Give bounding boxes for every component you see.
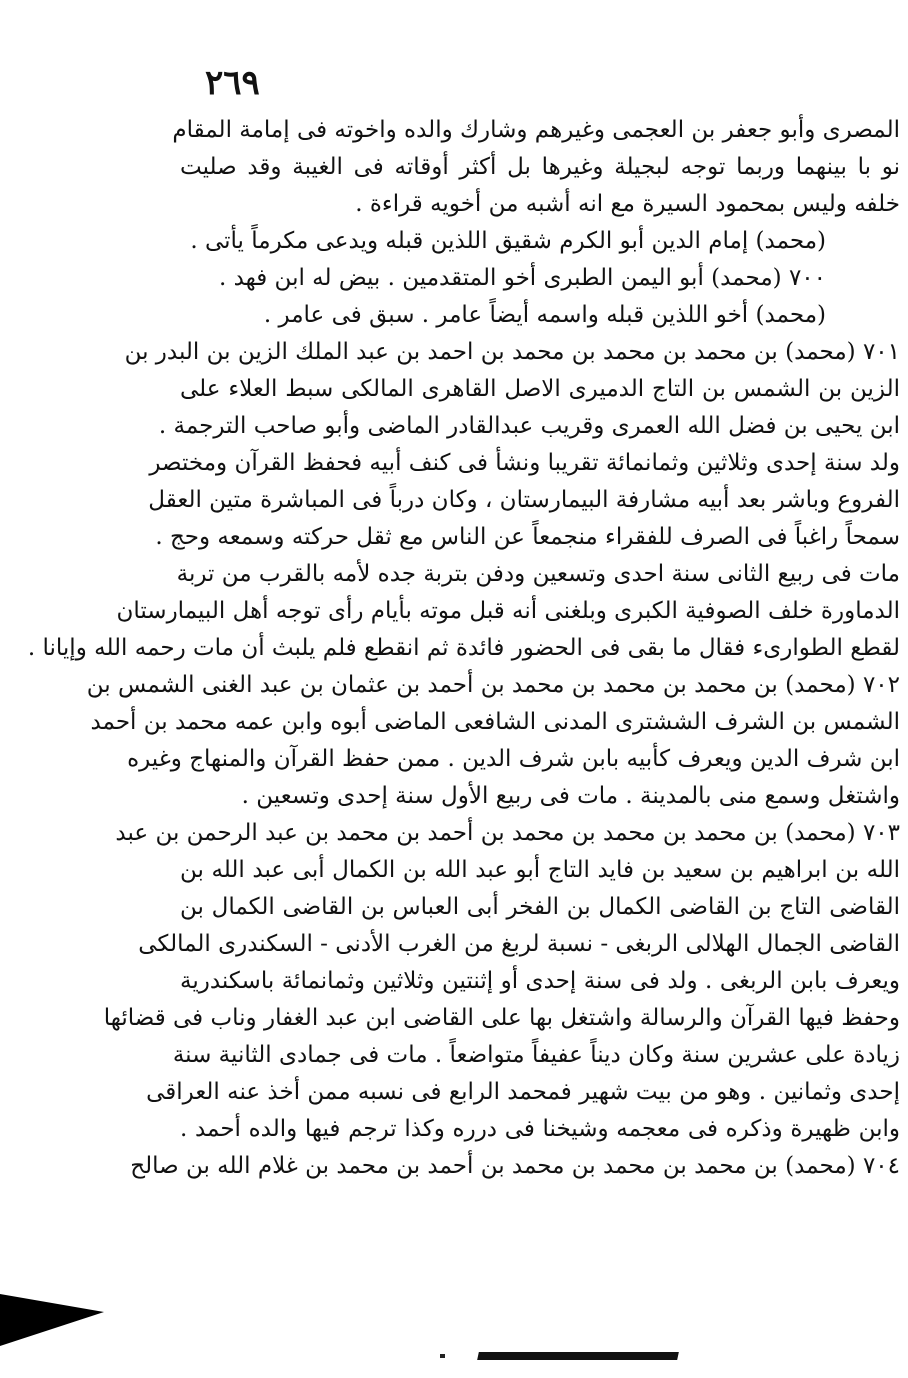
scan-bottom-mark [477,1352,679,1360]
text-line: نو با بينهما وربما توجه لبجيلة وغيرها بل أكثر أوقاته فى الغيبة وقد صليت [180,154,900,180]
entry-line: ٧٠٤ (محمد) بن محمد بن محمد بن محمد بن أحمد بن محمد بن غلام الله بن صالح [130,1153,900,1179]
text-line: ابن شرف الدين ويعرف كأبيه بابن شرف الدين . ممن حفظ القرآن والمنهاج وغيره [127,746,900,772]
entry-line: ٧٠٣ (محمد) بن محمد بن محمد بن محمد بن أحمد بن محمد بن عبد الرحمن بن عبد [115,820,900,846]
entry-line: (محمد) إمام الدين أبو الكرم شقيق اللذين قبله ويدعى مكرماً يأتى . [190,228,826,254]
text-line: زيادة على عشرين سنة وكان ديناً عفيفاً متواضعاً . مات فى جمادى الثانية سنة [172,1042,900,1068]
text-line: القاضى الجمال الهلالى الربغى - نسبة لربغ من الغرب الأدنى - السكندرى المالكى [138,931,900,957]
text-line: خلفه وليس بمحمود السيرة مع انه أشبه من أخويه قراءة . [355,191,900,217]
text-line: القاضى التاج بن القاضى الكمال بن الفخر أبى العباس بن القاضى الكمال بن [180,894,900,920]
text-line: ابن يحيى بن فضل الله العمرى وقريب عبدالقادر الماضى وأبو صاحب الترجمة . [158,413,900,439]
text-line: لقطع الطوارىء فقال ما بقى فى الحضور فائدة ثم انقطع فلم يلبث أن مات رحمه الله وإيانا . [27,635,900,661]
text-line: المصرى وأبو جعفر بن العجمى وغيرهم وشارك والده واخوته فى إمامة المقام [172,117,900,143]
text-line: الفروع وباشر بعد أبيه مشارفة البيمارستان ، وكان درباً فى المباشرة متين العقل [148,487,900,513]
text-line: ولد سنة إحدى وثلاثين وثمانمائة تقريبا ونشأ فى كنف أبيه فحفظ القرآن ومختصر [149,450,900,476]
text-line: وابن ظهيرة وذكره فى معجمه وشيخنا فى درره وكذا ترجم فيها والده أحمد . [180,1116,900,1142]
scan-edge-shadow [0,1294,104,1346]
text-line: الزين بن الشمس بن التاج الدميرى الاصل القاهرى المالكى سبط العلاء على [180,376,900,402]
scan-speck [440,1354,445,1358]
text-line: واشتغل وسمع منى بالمدينة . مات فى ربيع الأول سنة إحدى وتسعين . [241,783,900,809]
entry-line: ٧٠٠ (محمد) أبو اليمن الطبرى أخو المتقدمين . بيض له ابن فهد . [218,265,826,291]
page-number: ٢٦٩ [205,63,260,103]
entry-line: ٧٠٢ (محمد) بن محمد بن محمد بن محمد بن أحمد بن عثمان بن عبد الغنى الشمس بن [86,672,900,698]
entry-line: (محمد) أخو اللذين قبله واسمه أيضاً عامر . سبق فى عامر . [263,302,826,328]
text-line: إحدى وثمانين . وهو من بيت شهير فمحمد الرابع فى نسبه ممن أخذ عنه العراقى [146,1079,900,1105]
text-line: الله بن ابراهيم بن سعيد بن فايد التاج أبو عبد الله بن الكمال أبى عبد الله بن [180,857,900,883]
text-line: وحفظ فيها القرآن والرسالة واشتغل بها على القاضى ابن عبد الغفار وناب فى قضائها [103,1005,900,1031]
text-line: مات فى ربيع الثانى سنة احدى وتسعين ودفن بتربة جده لأمه بالقرب من تربة [176,561,900,587]
text-line: الدماورة خلف الصوفية الكبرى وبلغنى أنه قبل موته بأيام رأى توجه أهل البيمارستان [116,598,900,624]
document-body [27,112,900,1185]
text-line: سمحاً راغباً فى الصرف للفقراء منجمعاً عن الناس مع ثقل حركته وسمعه وحج . [155,524,900,550]
text-line: ويعرف بابن الربغى . ولد فى سنة إحدى أو إثنتين وثلاثين وثمانمائة باسكندرية [180,968,900,994]
entry-line: ٧٠١ (محمد) بن محمد بن محمد بن محمد بن احمد بن عبد الملك الزين بن البدر بن [124,339,900,365]
text-line: الشمس بن الشرف الششترى المدنى الشافعى الماضى أبوه وابن عمه محمد بن أحمد [90,709,900,735]
